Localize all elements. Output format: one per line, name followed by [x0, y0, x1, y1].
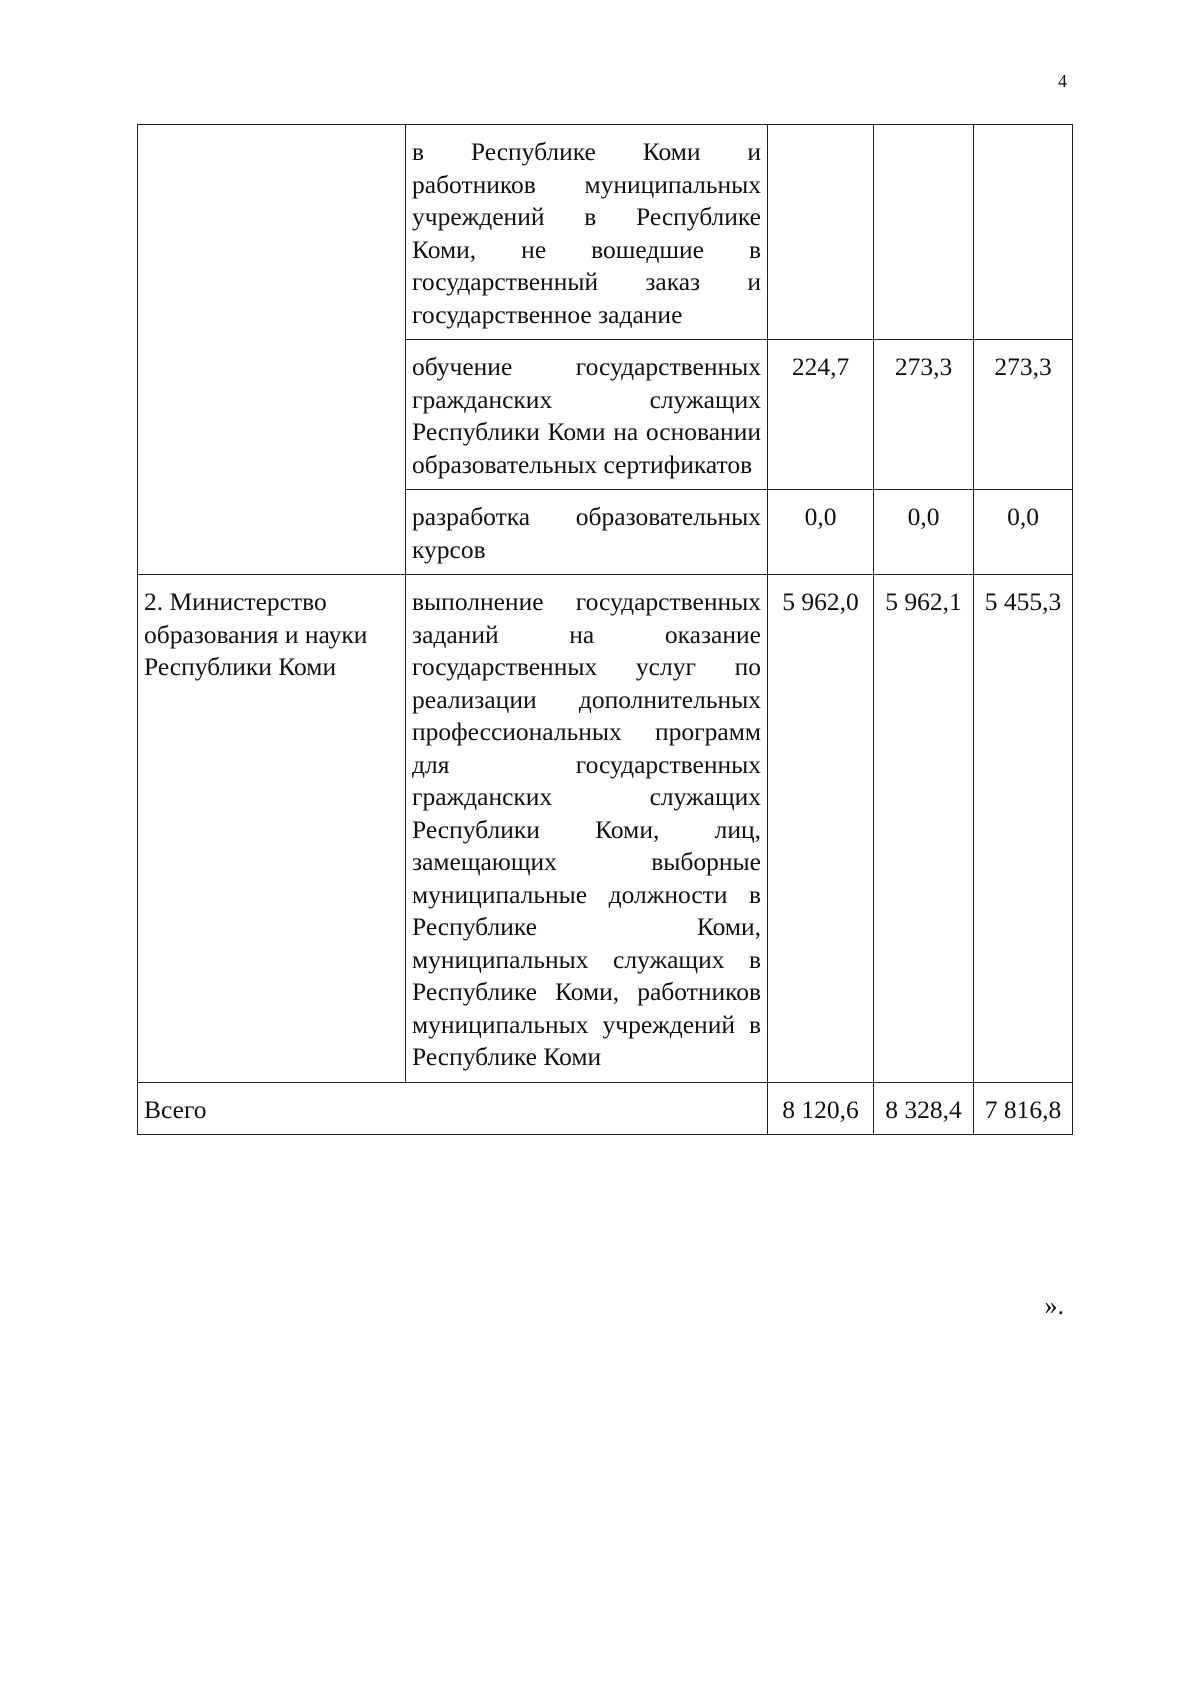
value-cell-year1: 5 962,0	[768, 575, 874, 1083]
table-row	[138, 575, 1073, 1083]
value-cell-year1: 224,7	[768, 340, 874, 490]
closing-quote-mark: ».	[1044, 1291, 1064, 1320]
total-row	[138, 1082, 1073, 1135]
value-cell-year3: 273,3	[974, 340, 1073, 490]
description-cell: разработка образовательных курсов	[406, 490, 768, 575]
value-cell-year2: 5 962,1	[874, 575, 974, 1083]
org-cell	[138, 125, 406, 575]
value-cell-year2: 273,3	[874, 340, 974, 490]
value-cell-year2: 0,0	[874, 490, 974, 575]
value-cell-year1	[768, 125, 874, 340]
value-cell-year2	[874, 125, 974, 340]
description-cell: в Республике Коми и работников муниципальных учреждений в Республике Коми, не вошедшие в государственный заказ и государственное задание	[406, 125, 768, 340]
page-number: 4	[1058, 71, 1067, 91]
description-cell: обучение государственных гражданских служащих Республики Коми на основании образовательных сертификатов	[406, 340, 768, 490]
org-cell: 2. Министерство образования и науки Республики Коми	[138, 575, 406, 1083]
total-label: Всего	[138, 1082, 768, 1135]
total-value-year1: 8 120,6	[768, 1082, 874, 1135]
value-cell-year3: 0,0	[974, 490, 1073, 575]
description-cell: выполнение государственных заданий на оказание государственных услуг по реализации дополнительных профессиональных программ для государственных гражданских служащих Республики Коми, лиц, замещающих выборные муниципальные должности в Республике Коми, муниципальных служащих в Республике Коми, работников муниципальных учреждений в Республике Коми	[406, 575, 768, 1083]
total-value-year3: 7 816,8	[974, 1082, 1073, 1135]
value-cell-year3	[974, 125, 1073, 340]
table-row	[138, 125, 1073, 340]
total-value-year2: 8 328,4	[874, 1082, 974, 1135]
value-cell-year3: 5 455,3	[974, 575, 1073, 1083]
budget-table	[137, 124, 1073, 1135]
value-cell-year1: 0,0	[768, 490, 874, 575]
